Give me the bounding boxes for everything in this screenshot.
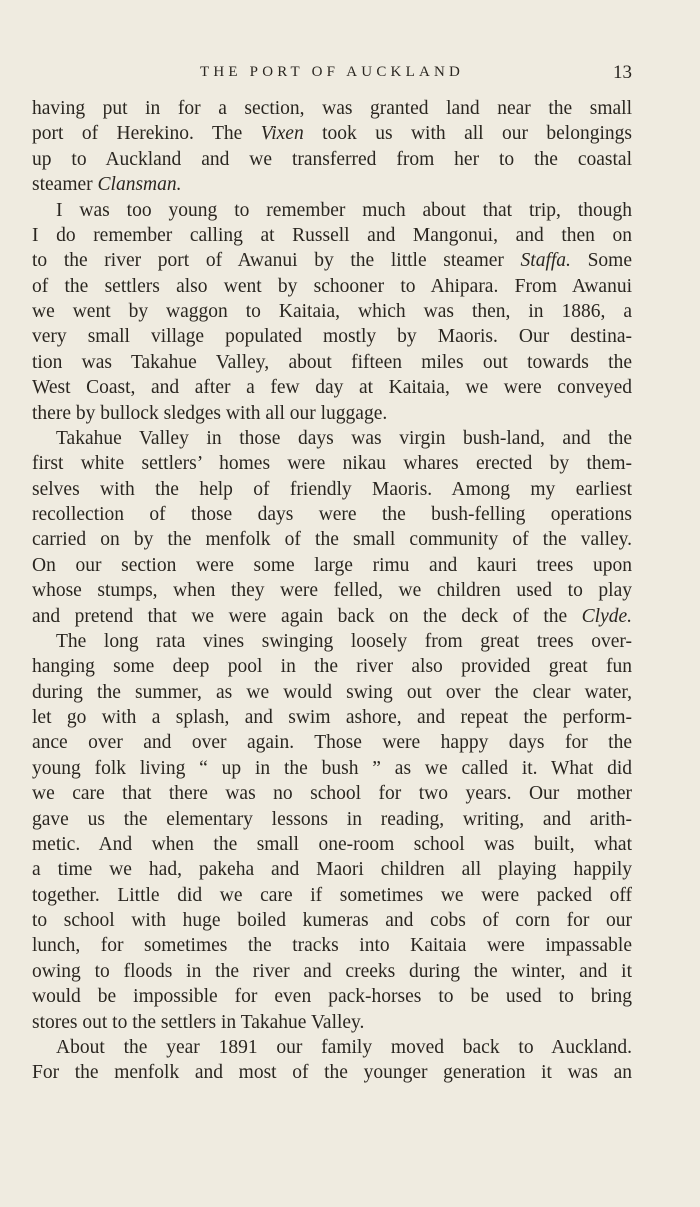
text-line: selves with the help of friendly Maoris. Among my earliest [32,478,632,500]
text-line: West Coast, and after a few day at Kaitaia, we were conveyed [32,377,632,399]
text-line: owing to floods in the river and creeks during the winter, and it [32,960,632,982]
text-line: ance over and over again. Those were happy days for the [32,732,632,754]
text-line: stores out to the settlers in Takahue Valley. [32,1011,365,1033]
italic-title: Clyde. [581,605,632,627]
text-line: let go with a splash, and swim ashore, and repeat the perform- [32,707,632,728]
text-line: For the menfolk and most of the younger generation it was an [32,1062,632,1084]
text-line: About the year 1891 our family moved back to Auckland. [56,1036,632,1058]
text-line [32,121,632,146]
text-line: there by bullock sledges with all our luggage. [32,402,388,424]
text-segment: port of Herekino. The [32,123,261,145]
text-line: up to Auckland and we transferred from her to the coastal [32,148,632,170]
italic-title: Staffa. [520,250,571,272]
text-line: first white settlers’ homes were nikau whares erected by them- [32,453,632,475]
text-segment: to the river port of Awanui by the little steamer [32,250,521,272]
text-line: of the settlers also went by schooner to Ahipara. From Awanui [32,275,632,297]
text-line: recollection of those days were the bush-felling operations [32,504,632,525]
text-line: I do remember calling at Russell and Mangonui, and then on [32,224,632,246]
text-segment: and pretend that we were again back on the deck of the [32,605,582,627]
text-line: lunch, for sometimes the tracks into Kaitaia were impassable [32,935,632,957]
text-line: tion was Takahue Valley, about fifteen miles out towards the [32,351,632,373]
text-line [32,604,632,629]
text-line [32,248,632,273]
text-line: young folk living “ up in the bush ” as we called it. What did [32,757,632,779]
text-line: would be impossible for even pack-horses to be used to bring [32,986,632,1008]
text-line: together. Little did we care if sometimes we were packed off [32,884,632,906]
italic-title: Vixen [260,123,304,145]
text-line: whose stumps, when they were felled, we children used to play [32,580,632,602]
text-line: metic. And when the small one-room school was built, what [32,833,632,855]
text-line: carried on by the menfolk of the small community of the valley. [32,529,632,551]
text-line: we went by waggon to Kaitaia, which was then, in 1886, a [32,301,632,322]
text-segment: took us with all our belongings [303,123,632,145]
text-line: we care that there was no school for two years. Our mother [32,783,632,805]
text-segment: Some [570,250,632,272]
text-segment: steamer [32,174,98,196]
text-line: gave us the elementary lessons in reading, writing, and arith- [32,808,632,830]
text-line: a time we had, pakeha and Maori children all playing happily [32,859,632,881]
italic-title: Clansman. [97,174,182,196]
text-line: Takahue Valley in those days was virgin bush-land, and the [56,427,632,449]
text-line: very small village populated mostly by Maoris. Our destina- [32,326,632,348]
text-line: to school with huge boiled kumeras and cobs of corn for our [32,910,632,931]
text-line: having put in for a section, was granted land near the small [32,98,632,119]
text-line: hanging some deep pool in the river also provided great fun [32,656,632,678]
text-line: The long rata vines swinging loosely from great trees over- [56,630,632,652]
running-title: THE PORT OF AUCKLAND [199,64,465,80]
page-number: 13 [613,62,632,83]
text-line: On our section were some large rimu and kauri trees upon [32,554,632,576]
text-line: during the summer, as we would swing out over the clear water, [32,681,632,703]
page-header [32,62,632,86]
text-line: I was too young to remember much about that trip, though [56,199,632,221]
body-text [32,96,632,1086]
text-line [32,172,632,197]
